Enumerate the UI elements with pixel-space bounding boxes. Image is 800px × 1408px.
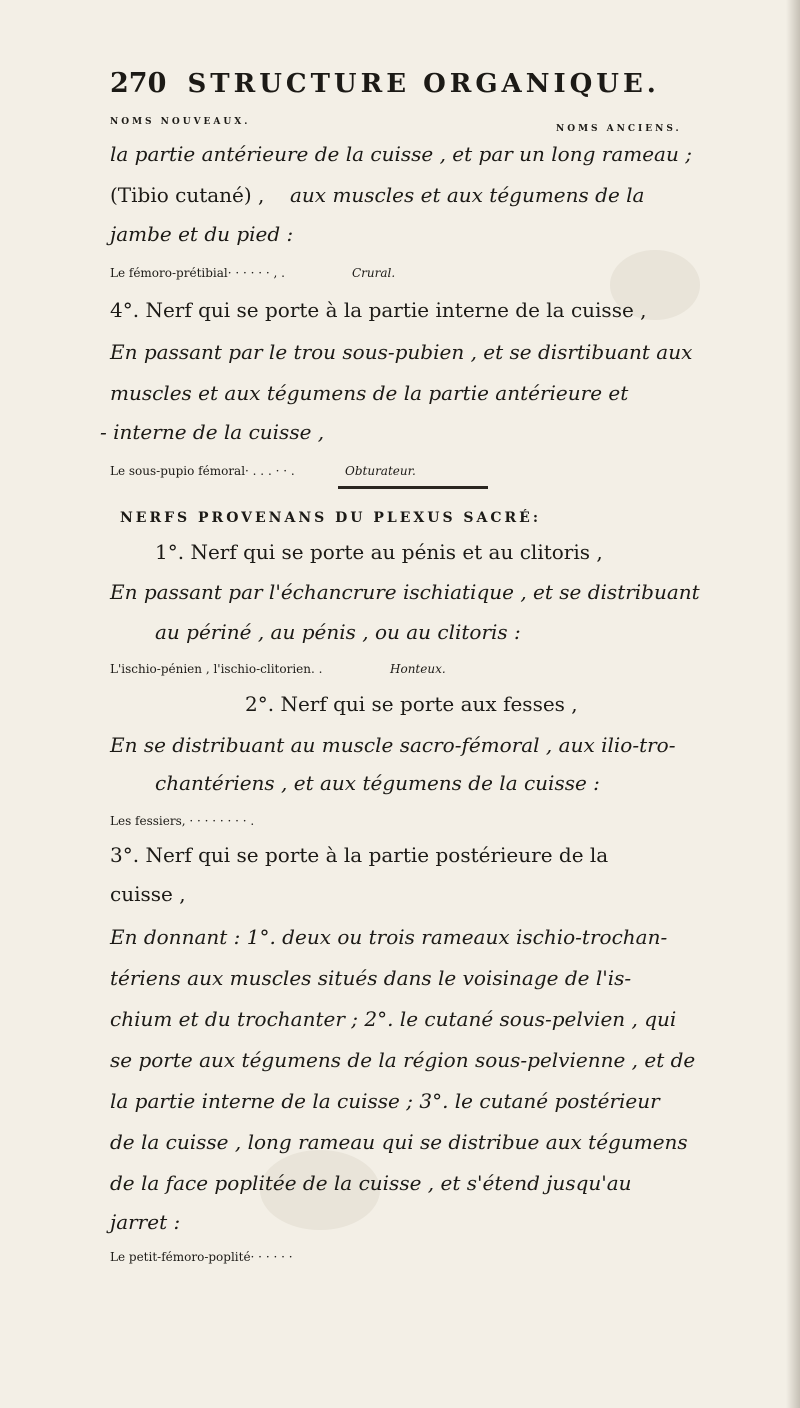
nomenclature-entry: Le petit-fémoro-poplité· · · · · · bbox=[110, 1250, 293, 1264]
text-line: chantériens , et aux tégumens de la cuisse : bbox=[155, 771, 600, 795]
text-line: 1°. Nerf qui se porte au pénis et au clitoris , bbox=[155, 540, 603, 564]
text-line: En passant par l'échancrure ischiatique , et se distribuant bbox=[110, 580, 700, 604]
section-heading: NERFS PROVENANS DU PLEXUS SACRÉ: bbox=[120, 510, 542, 526]
nomenclature-entry: Le fémoro-prétibial· · · · · · , . bbox=[110, 266, 285, 280]
old-name: Honteux. bbox=[390, 662, 446, 676]
text-line: la partie interne de la cuisse ; 3°. le cutané postérieur bbox=[110, 1089, 660, 1113]
text-line: 2°. Nerf qui se porte aux fesses , bbox=[245, 692, 578, 716]
nomenclature-entry: Les fessiers, · · · · · · · · . bbox=[110, 814, 255, 828]
text-line: tériens aux muscles situés dans le voisinage de l'is- bbox=[110, 966, 632, 990]
old-name: Obturateur. bbox=[345, 464, 416, 478]
text-line: jarret : bbox=[110, 1210, 181, 1234]
column-heading-old-names: NOMS ANCIENS. bbox=[556, 124, 682, 134]
text-line: de la face poplitée de la cuisse , et s'étend jusqu'au bbox=[110, 1171, 632, 1195]
text-line: aux muscles et aux tégumens de la bbox=[290, 183, 645, 207]
text-line: (Tibio cutané) , bbox=[110, 183, 265, 207]
page-number: 270 bbox=[110, 68, 167, 99]
text-line: En se distribuant au muscle sacro-fémoral , aux ilio-tro- bbox=[110, 733, 676, 757]
page-edge-shadow bbox=[786, 0, 800, 1408]
text-line: jambe et du pied : bbox=[110, 222, 294, 246]
text-line: En donnant : 1°. deux ou trois rameaux ischio-trochan- bbox=[110, 925, 668, 949]
text-line: cuisse , bbox=[110, 882, 186, 906]
section-divider bbox=[338, 486, 488, 489]
text-line: se porte aux tégumens de la région sous-pelvienne , et de bbox=[110, 1048, 696, 1072]
text-line: 4°. Nerf qui se porte à la partie interne de la cuisse , bbox=[110, 298, 647, 322]
text-line: muscles et aux tégumens de la partie antérieure et bbox=[110, 381, 629, 405]
text-line: au périné , au pénis , ou au clitoris : bbox=[155, 620, 521, 644]
text-line: chium et du trochanter ; 2°. le cutané sous-pelvien , qui bbox=[110, 1007, 677, 1031]
old-name: Crural. bbox=[352, 266, 396, 280]
text-line: la partie antérieure de la cuisse , et par un long rameau ; bbox=[110, 142, 692, 166]
text-line: 3°. Nerf qui se porte à la partie postérieure de la bbox=[110, 843, 609, 867]
text-line: de la cuisse , long rameau qui se distribue aux tégumens bbox=[110, 1130, 688, 1154]
text-line: - interne de la cuisse , bbox=[100, 420, 325, 444]
nomenclature-entry: L'ischio-pénien , l'ischio-clitorien. . bbox=[110, 662, 323, 676]
text-line: En passant par le trou sous-pubien , et se disrtibuant aux bbox=[110, 340, 693, 364]
column-heading-new-names: NOMS NOUVEAUX. bbox=[110, 117, 251, 127]
running-header bbox=[110, 68, 670, 99]
nomenclature-entry: Le sous-pupio fémoral· . . . · · . bbox=[110, 464, 295, 478]
running-title: STRUCTURE ORGANIQUE. bbox=[187, 69, 660, 99]
